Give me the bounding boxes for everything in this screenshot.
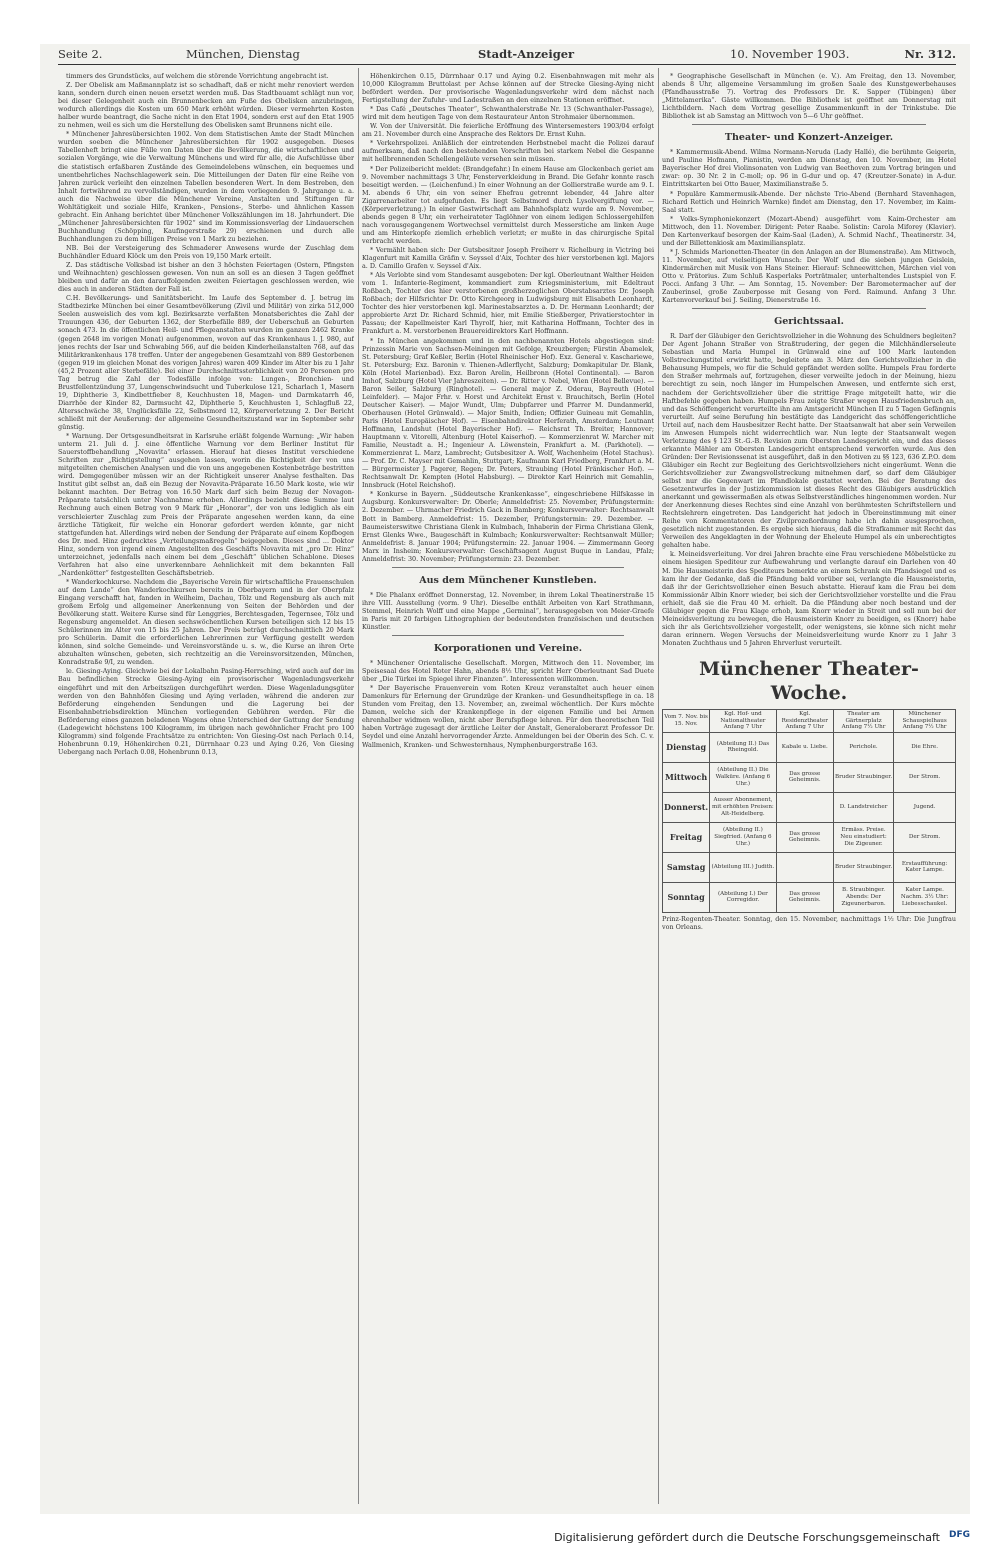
article-cafe: * Das Café „Deutsches Theater“, Schwanthalerstraße Nr. 13 (Schwanthaler-Passage), wird mit dem heutigen Tage von dem Restaurateur Anton Strohmaier übernommen. xyxy=(362,105,654,122)
section-divider xyxy=(692,124,926,125)
day-cell: Freitag xyxy=(663,822,710,852)
column-rule xyxy=(658,68,659,1504)
article-marionetten: * J. Schmids Marionetten-Theater (in den Anlagen an der Blumenstraße). Am Mittwoch, 11. November, auf vielseitigen Wunsch: Der Wolf und die sieben jungen Geislein, Kindermärchen mit Musik von Hans Steiner. Hierauf: Schneewittchen, Märchen viel von Otto v. Prätorius. Zum Schluß Kasperlaks Porträtmaler, unterhaltendes Lustspiel von F. Pocci. Anfang 3 Uhr. — Am Sonntag, 15. November: Der Barometermacher auf der Zauberinsel, große Zauberposse mit Gesang von Ferd. Raimund. Anfang 3 Uhr. Kartenvorverkauf bei J. Seiling, Dienerstraße 16. xyxy=(662,247,956,305)
gaertner-cell: B. Straubinger. Abends: Der Zigeunerbaron. xyxy=(833,882,893,912)
article-warnung: * Warnung. Der Ortsgesundheitsrat in Karlsruhe erläßt folgende Warnung: „Wir haben unterm 21. Juli d. J. eine öffentliche Warnung vor dem Berliner Institut für Sauerstoffbehandlung „Novavita“ erlassen. Hierauf hat dieses Institut verschiedene Schriften zur „Richtigstellung“ ausgehen lassen, worin die Richtigkeit der von uns mitgeteilten chemischen Analysen und die von uns angegebenen Kostenbeträge bestritten wird. Demgegenüber müssen wir an der Richtigkeit unserer Analyse festhalten. Das Institut gibt selbst an, daß ein Bezug der Novavita-Präparate 16.50 Mark koste, wie wir bekannt machten. Der Betrag von 16.50 Mark darf sich beim Bezug der Novagon-Präparate tatsächlich unter Nachnahme erhoben. Allerdings bezieht diese Summe laut Rechnung auch einen Betrag von 9 Mark für „Honorar“, der von uns lediglich als ein verschleierter Zuschlag zum Preis der Präparate angesehen werden kann, da eine ärztliche Tätigkeit, für welche ein Honorar gefordert werden könnte, gar nicht stattgefunden hat. Allerdings wird neben der Sendung der Präparate auf einem Kopfbogen des Dr. med. Hinz gedrucktes „Verteilungsmaßregeln“ beigegeben. Dieses sind ... Doktor Hinz, sondern von irgend einem Angestellten des Geschäfts Novavita mit „pro Dr. Hinz“ unterzeichnet, jedenfalls nach einem bei dem „Geschäft“ üblichen Schablone. Dieses Verfahren hat also eine unverkennbare Aehnlichkeit mit dem bekannten Fall „Nardenkötter“ festgestellten Geschäftsbetrieb. xyxy=(58,432,354,577)
article-geographische-gesellschaft: * Geographische Gesellschaft in München (e. V.). Am Freitag, den 13. November, abends 8 Uhr, allgemeine Versammlung im großen Saale des Kunstgewerbehauses (Pfandhausstraße 7). Vortrag des Professors Dr. K. Sapper (Tübingen) über „Mittelamerika“. Gäste willkommen. Die Bibliothek ist geöffnet am Donnerstag mit Lichtbildern. Nach dem Vortrag gesellige Zusammenkunft in der Trinkstube. Die Bibliothek ist ab Samstag an Mittwoch von 5—6 Uhr geöffnet. xyxy=(662,72,956,121)
header-period: Vom 7. Nov. bis 15. Nov. xyxy=(663,710,710,733)
hof-cell: (Abteilung III.) Judith. xyxy=(710,852,776,882)
column-2 xyxy=(362,72,654,1504)
day-cell: Sonntag xyxy=(663,882,710,912)
schau-cell: Erstaufführung: Kater Lampe. xyxy=(894,852,956,882)
article-verkehrspolizei: * Verkehrspolizei. Anläßlich der eintretenden Herbstnebel macht die Polizei darauf aufmerksam, daß nach den bestehenden Vorschriften bei starkem Nebel die Gespanne mit hellbrennenden Schellengeläute versehen sein müssen. xyxy=(362,139,654,164)
column-3 xyxy=(662,72,956,1504)
residenz-cell: Das grosse Geheimnis. xyxy=(776,822,833,852)
hof-cell: (Abteilung II.) Die Walküre. (Anfang 6 Uhr.) xyxy=(710,762,776,792)
hof-cell: (Abteilung I.) Der Corregidor. xyxy=(710,882,776,912)
table-row xyxy=(663,822,956,852)
table-row xyxy=(663,882,956,912)
table-row xyxy=(663,792,956,822)
column-1 xyxy=(58,72,354,1504)
header-gaertnerplatz: Theater am Gärtnerplatz Anfang 7½ Uhr xyxy=(833,710,893,733)
header-residenz: Kgl. Residenztheater Anfang 7 Uhr xyxy=(776,710,833,733)
issue-date: 10. November 1903. xyxy=(730,47,850,61)
day-cell: Mittwoch xyxy=(663,762,710,792)
section-heading-korporationen: Korporationen und Vereine. xyxy=(433,643,583,655)
article-glaeubiger: R. Darf der Gläubiger den Gerichtsvollzieher in die Wohnung des Schuldners begleiten? Der Agent Johann Straßer von Straßtrudering, der gegen die Milchhändlerseleute Sebastian und Maria Humpel in Grünwald eine auf 100 Mark lautenden Vollstreckungstitel erwirkt hatte, begleitete am 3. März den Gerichtsvollzieher in die Behausung Humpels, wo für die Schuld gepfändet werden sollte. Humpels Frau forderte den Straßer mehrmals auf, fortzugehen, dieser verweilte jedoch in der Meinung, hiezu berechtigt zu sein, noch länger im Humpelschen Anwesen, und entfernte sich erst, nachdem der Gerichtsvollzieher über die strittige Frage mitgeteilt hatte, wir die Haftbefehle gegeben haben. Humpels Frau zeigte Straßer wegen Hausfriedensbruch an, und das Schöffengericht verurteilte ihn am Amtsgericht München II zu 5 Tagen Gefängnis verurteilt. Auf seine Berufung hin bestätigte das Landgericht das schöffengerichtliche Urteil auf, nach dem Hausbesitzer Recht hatte. Der Staatsanwalt hat aber sein Verweilen im Anwesen Humpels nicht widerrechtlich war. Nun legte der Staatsanwalt wegen Verletzung des § 123 St.-G.-B. Revision zum Obersten Landesgericht ein, und das dieses erkannte Mähler am Obersten Landesgericht entsprechend verworfen wurde. Aus den Gründen: Der Revisionssenat ist ausgeführt, daß in den Motiven zu §§ 123, 636 Z.P.O. dem Gläubiger ein Recht zur Begleitung des Gerichtsvollziehers nicht eingeräumt. Wenn die Gerichtsvollzieher zur Zwangsvollstreckung mitnehmen darf, so darf dem Gläubiger selbst nur die Gegenwart im Pfandlokale gestattet werden. Bei der Beratung des Gesetzentwurfes in der Justizkommission ist dieses Recht des Gläubigers ausdrücklich anerkannt und gewissermaßen als etwas Selbstverständliches hingenommen worden. Nur der Anerkennung dieses Rechtes sind eine Anzahl von berühmtesten Schriftstellern und Rechtslehrern eingetreten. Das Landgericht hat jedoch in Übereinstimmung mit einer Reihe von Kommentatoren der Zivilprozeßordnung habe ich dahin ausgesprochen, gesetzlich nicht zugestanden. Es ergebe sich hieraus, daß die Strafkammer mit Recht das Verweilen des Angeklagten in der Wohnung der Eheleute Humpel als ein unberechtigtes gehalten habe. xyxy=(662,332,956,550)
footer-text: Digitalisierung gefördert durch die Deutsche Forschungsgemeinschaft xyxy=(554,1531,940,1544)
article-polizeibericht: * Der Polizeibericht meldet: (Brandgefahr.) In einem Hause am Glockenbach geriet am 9. November nachmittags 3 Uhr, Fensterverkleidung in Brand. Die Gefahr konnte rasch beseitigt werden. — (Leichenfund.) In einer Wohnung an der Gollierstraße wurde am 9. I. M. abends 6 Uhr, ein von seiner Ehefrau getrennt lebender, 44 Jahre alter Zigarrenarbeiter tot aufgefunden. Es liegt Selbstmord durch Lysolvergiftung vor. — (Körperverletzung.) In einer Gastwirtschaft am Bahnhofsplatz wurde am 9. November, abends gegen 8 Uhr, ein verheirateter Taglöhner von einem ledigen Schlossergehilfen nach vorausgegangenem Wortwechsel vermittelst durch Messerstiche am linken Auge und am Hinterkopfe ziemlich erheblich verletzt; er mußte in das chirurgische Spital verbracht werden. xyxy=(362,164,654,245)
section-heading-theater: Theater- und Konzert-Anzeiger. xyxy=(724,132,894,144)
gaertner-cell: Bruder Straubinger. xyxy=(833,852,893,882)
theater-week-title: Münchener Theater-Woche. xyxy=(699,658,919,704)
section-divider xyxy=(392,635,624,636)
table-header-row xyxy=(663,710,956,733)
residenz-cell: Kabale u. Liebe. xyxy=(776,732,833,762)
gaertner-cell: Perichole. xyxy=(833,732,893,762)
gaertner-cell: Ermäss. Preise. Neu einstudiert: Die Zigeuner. xyxy=(833,822,893,852)
header-schauspielhaus: Münchener Schauspielhaus Anfang 7½ Uhr xyxy=(894,710,956,733)
residenz-cell: Das grosse Geheimnis. xyxy=(776,762,833,792)
schau-cell: Der Strom. xyxy=(894,822,956,852)
gaertner-cell: Bruder Straubinger. xyxy=(833,762,893,792)
newspaper-page xyxy=(40,44,970,1514)
section-divider xyxy=(692,308,926,309)
newspaper-title: Stadt-Anzeiger xyxy=(478,47,575,61)
article-frauenverein: * Der Bayerische Frauenverein vom Roten Kreuz veranstaltet auch heuer einen Damenkurs für Erlernung der Grundzüge der Kranken- und Gesundheitspflege in ca. 18 Stunden vom Freitag, den 13. November, an, zweimal wöchentlich. Der Kurs möchte Damen, welche sich der Krankenpflege in der eigenen Familie und bei Armen ehrenhalber widmen wollen, nicht aber Berufspflege lehren. Für den theoretischen Teil haben Vorträge zugesagt der ärztliche Leiter der Anstalt, Generaloberarzt Professor Dr. Seydel und eine Anzahl hervorragender Ärzte. Anmeldungen bei der Oberin des Sch. C. v. Wallmenich, Kranken- und Schwesternhaus, Nymphenburgerstraße 163. xyxy=(362,684,654,749)
table-row xyxy=(663,732,956,762)
schau-cell: Jugend. xyxy=(894,792,956,822)
article-phalanx: * Die Phalanx eröffnet Donnerstag, 12. November, in ihrem Lokal Theatinerstraße 15 ihre VIII. Ausstellung (vorm. 9 Uhr). Dieselbe enthält Arbeiten von Karl Strathmann, Stemmel, Heinrich Wolff und eine Mappe „Germinal“, herausgegeben von Meier-Graefe in Paris mit 20 farbigen Lithographien der bedeutendsten französischen und deutschen Künstler. xyxy=(362,590,654,631)
article-bevoelkerung: C.H. Bevölkerungs- und Sanitätsbericht. Im Laufe des September d. J. betrug im Stadtbezirke München bei einer Gesamtbevölkerung (Zivil und Militär) von zirka 512,000 Seelen ausweislich des vom kgl. Bezirksarzte verfaßten Monatsberichtes die Zahl der Trauungen 436, der Geburten 1362, der Sterbefälle 889, der Ueberschuß an Geburten sonach 473. In die öffentlichen Heil- und Pflegeanstalten wurden im ganzen 2462 Kranke (gegen 2648 im vorigen Monat) aufgenommen, wovon auf das Krankenhaus l. J. 980, auf jenes rechts der Isar und Schwabing 566, auf die beiden Kinderheilanstalten 768, auf das Militärkrankenhaus 178 treffen. Unter der angegebenen Gesamtzahl von 889 Gestorbenen (gegen 919 im gleichen Monat des vorigen Jahres) waren 409 Kinder im Alter bis zu 1 Jahr (45,2 Prozent aller Sterbefälle). Bei einer Durchschnittssterblichkeit von 20 Personen pro Tag betrug die Zahl der Todesfälle infolge von: Lungen-, Bronchien- und Brustfellentzündung 37, Lungenschwindsucht und Tuberkulose 121, Scharlach 1, Masern 19, Diphtherie 3, Kindbettfieber 8, Keuchhusten 18, Magen- und Darmkatarrh 46, Diarrhöe der Kinder 82, Darmsucht 42, Diphtherie 5, Keuchhusten 1, Schlagfluß 22, Altersschwäche 38, Unglücksfälle 22, Selbstmord 12, Körperverletzung 2. Der Bericht schließt mit der Aeußerung: der allgemeine Gesundheitszustand war im September sehr günstig. xyxy=(58,294,354,432)
article-vermaehlt: * Vermählt haben sich: Der Gutsbesitzer Joseph Freiherr v. Richelburg in Victring bei Klagenfurt mit Kamilla Gräfin v. Seyssel d'Aix, Tochter des hier verstorbenen kgl. Majors a. D. Camillo Grafen v. Seyssel d'Aix. xyxy=(362,245,654,271)
issue-number: Nr. 312. xyxy=(904,47,956,61)
section-heading-gerichtssaal: Gerichtssaal. xyxy=(774,316,844,328)
article-orientalische-gesellschaft: * Münchener Orientalische Gesellschaft. Morgen, Mittwoch den 11. November, im Speisesaal des Hotel Roter Hahn, abends 8½ Uhr, spricht Herr Oberleutnant Sad Duete über „Die Türkei im Spiegel ihrer Finanzen“. Interessenten willkommen. xyxy=(362,659,654,684)
article-paragraph: Höhenkirchen 0.15, Dürrnhaar 0.17 und Aying 0.2. Eisenbahnwagen mit mehr als 10,000 Kilogramm Bruttolast per Achse können auf der Strecke Giesing-Aying nicht befördert werden. Der provisorische Wagenladungsverkehr wird dem nächst nach Fertigstellung der Zufuhr- und Ladestraßen an den einzelnen Stationen eröffnet. xyxy=(362,72,654,105)
article-universitaet: W. Von der Universität. Die feierliche Eröffnung des Wintersemesters 1903/04 erfolgt am 21. November durch eine Ansprache des Rektors Dr. Ernst Kuhn. xyxy=(362,122,654,139)
article-meineidsverleitung: k. Meineidsverleitung. Vor drei Jahren brachte eine Frau verschiedene Möbelstücke zu einem hiesigen Spediteur zur Aufbewahrung und verlangte darauf ein Darlehen von 40 M. Die Hausmeisterin des Spediteurs bemerkte an einem Schrank ein Pfandsiegel und es kam ihr der Gedanke, daß die Pfändung bald vorüber sei, verlangte die Hausmeisterin, daß ihr der Gerichtsvollzieher einen Besuch abstatte. Hierauf kam die Frau bei dem Kommissionär Albin Knorr wieder, bei sich der Gerichtsvollzieher vorstellte und die Frau erhielt, daß sie die Frau 40 M. erhielt. Da die Pfändung aber noch bestand und der Gläubiger gegen die Frau Klage erhob, kam Knorr wieder in Streit und soll nun bei der Meineidsverleitung zu bewegen, die Hausmeisterin Knorr zu beeidigen, es (Knorr) habe sich ihr als Gerichtsvollzieher vorgestellt, oder wenigstens, sie könne sich nicht mehr daran erinnern. Wegen Versuchs der Meineidsverleitung wurde Knorr zu 1 Jahr 3 Monaten Zuchthaus und 5 Jahren Ehrverlust verurteilt. xyxy=(662,550,956,647)
prinz-regenten-note: Prinz-Regenten-Theater. Sonntag, den 15. November, nachmittags 1½ Uhr: Die Jungfrau von Orleans. xyxy=(662,914,956,931)
article-volksbad: Z. Das städtische Volksbad ist bisher an den 3 höchsten Feiertagen (Ostern, Pfingsten und Weihnachten) geschlossen gewesen. Von nun an soll es an diesen 3 Tagen geöffnet bleiben und dafür an den darauffolgenden zweiten Feiertagen geschlossen werden, wie dies auch in anderen Städten der Fall ist. xyxy=(58,261,354,294)
header-hof: Kgl. Hof- und Nationaltheater Anfang 7 Uhr xyxy=(710,710,776,733)
article-obelisk: Z. Der Obelisk am Maßmannplatz ist so schadhaft, daß er nicht mehr renoviert werden kann, sondern durch einen neuen ersetzt werden muß. Das Stadtbauamt schlägt nun vor, bei dieser Gelegenheit auch ein Brunnenbecken am Fuße des Obelisken anzubringen, wodurch allerdings die Kosten um 650 Mark erhöht würden. Dieser vermehrten Kosten halber wurde beantragt, die Sache nicht in den Etat 1904, sondern erst auf den Etat 1905 zu nehmen, weil es sich um die Herstellung des Obelisken samt Brunnens nicht eile. xyxy=(58,81,354,130)
day-cell: Donnerst. xyxy=(663,792,710,822)
article-verlobte: * Als Verlobte sind vom Standesamt ausgeboten: Der kgl. Oberleutnant Walther Heiden vom 1. Infanterie-Regiment, kommandiert zum Kriegsministerium, mit Edeltraut Roßbach, Tochter des hier verstorbenen großherzoglichen Oberstabsarztes Dr. Joseph Roßbach; der Hilfsrichter Dr. Otto Kirchgeorg in Ludwigsburg mit Elisabeth Leonhardt, Tochter des hier verstorbenen kgl. Marinestabsarztes a. D. Dr. Hermann Leonhardt; der approbierte Arzt Dr. Richard Schmid, hier, mit Emilie Stießberger, Privatierstochter in Passau; der Kapellmeister Karl Thyrolf, hier, mit Katharina Hoffmann, Tochter des in Frankfurt a. M. verstorbenen Brauereidirektors Karl Hoffmann. xyxy=(362,271,654,336)
schau-cell: Die Ehre. xyxy=(894,732,956,762)
residenz-cell xyxy=(776,852,833,882)
gaertner-cell: D. Landstreicher xyxy=(833,792,893,822)
article-wanderkochkurse: * Wanderkochkurse. Nachdem die „Bayerische Verein für wirtschaftliche Frauenschulen auf dem Lande“ den Wanderkochkursen bereits in Oberbayern und in der Oberpfalz Eingang verschafft hat, fanden in Weilheim, Dachau, Tölz und Regensburg als auch mit großem Erfolg und allgemeiner Anerkennung von Seiten der Behörden und der Bevölkerung statt. Weitere Kurse sind für Lenggries, Berchtesgaden, Tegernsee, Tölz und Regensburg angemeldet. An diesen sechswöchentlichen Kursen beteiligen sich 12 bis 15 Schülerinnen im Alter von 15 bis 25 Jahren. Der Preis beträgt durchschnittlich 20 Mark pro Schülerin. Damit die erforderlichen Lehrerinnen zur Verfügung gestellt werden können, sind solche Gemeinde- und Vereinsvorstände u. s. w., die Kurse an ihren Orte abzuhalten wünschen, gebeten, sich rechtzeitig an die Vereinsvorsitzenden, München, Konradstraße 9/I, zu wenden. xyxy=(58,577,354,667)
dfg-logo-icon: DFG xyxy=(948,1530,970,1540)
digitization-footer xyxy=(40,1528,970,1548)
residenz-cell xyxy=(776,792,833,822)
article-giesing-aying: le. Giesing-Aying. Gleichwie bei der Lokalbahn Pasing-Herrsching, wird auch auf der im Bau befindlichen Strecke Giesing-Aying ein provisorischer Wagenladungsverkehr eingeführt und mit den Arbeitszügen durchgeführt werden. Diese Wagenladungsgüter werden von den Bahnhöfen Giesing und Aying verladen, während die anderen zur Beförderung eingehenden Sendungen und die Lagerung bei der Eisenbahnbetriebsdirektion München vorliegenden Gebühren werden. Für die Beförderung eines ganzen beladenen Wagens ohne Unterschied der Gattung der Sendung (Ladegewicht höchstens 100 Kilogramm, im übrigen nach gewöhnlicher Fracht pro 100 Kilogramm) sind folgende Frachtsätze zu entrichten: Von Giesing-Ost nach Perlach 0.14, Hohenbrunn 0.19, Höhenkirchen 0.21, Dürrnhaar 0.23 und Aying 0.26, Von Giesing Uebergang nach Perlach 0.08, Hohenbrunn 0.13, xyxy=(58,667,354,756)
schau-cell: Kater Lampe. Nachm. 3½ Uhr: Liebesschaukel. xyxy=(894,882,956,912)
hof-cell: Ausser Abonnement, mit erhöhten Preisen: Alt-Heidelberg. xyxy=(710,792,776,822)
section-divider xyxy=(392,567,624,568)
theater-week-table xyxy=(662,709,956,913)
column-rule xyxy=(358,68,359,1504)
article-angekommen: * In München angekommen und in den nachbenannten Hotels abgestiegen sind: Prinzessin Marie von Sachsen-Meiningen mit Gefolge, Kreuzbergen; Fürstin Abamelek, St. Petersburg; Graf Keßler, Berlin (Hotel Rheinischer Hof). Exz. General v. Kaschariewe, St. Petersburg; Exz. Baronin v. Thienen-Adlerflycht, Salzburg; Domkapitular Dr. Blank, Köln (Hotel Marienbad). Exz. Baron Arelin, Heilbronn (Hotel Continental). — Baron Imhof, Salzburg (Hotel Vier Jahreszeiten). — Dr. Ritter v. Nebel, Wien (Hotel Bellevue). — Baron Seiler, Salzburg (Ringhotel). — General major Z. Oderau, Bayreuth (Hotel Leinfelder). — Major Frhr. v. Horst und Architekt Ernst v. Brauchitsch, Berlin (Hotel Deutscher Kaiser). — Major Wundt, Ulm; Dubpfarrer und Pfarrer M. Dundanmerkl, Oberhausen (Hotel Grünwald). — Major Smith, Indien; Offizier Guineau mit Gemahlin, Paris (Hotel Europäischer Hof). — Eisenbahndirektor Herferath, Amsterdam; Leutnant Hoffmann, Landshut (Hotel Bayerischer Hof). — Reichsrat Th. Breiter, Hannover; Hauptmann v. Vitorelli, Altenburg (Hotel Kaiserhof). — Kommerzienrat W. Marcher mit Familie, Neustadt a. H.; Ingenieur A. Löwenstein, Frankfurt a. M. (Parkhotel). — Kommerzienrat L. Marz, Lambrecht; Gutsbesitzer A. Wolf, Wachenheim (Hotel Stachus). — Prof. Dr. C. Mayser mit Gemahlin, Stuttgart; Kaufmann Karl Friedberg, Frankfurt a. M. — Bürgermeister J. Pagerer, Regen; Dr. Peters, Straubing (Hotel Fränkischer Hof). — Rechtsanwalt Dr. Kempten (Hotel Habsburg). — Direktor Karl Heinrich mit Gemahlin, Innsbruck (Hotel Reichshof). xyxy=(362,336,654,490)
article-populaere-kammermusik: * Populäre Kammermusik-Abende. Der nächste Trio-Abend (Bernhard Stavenhagen, Richard Rettich und Heinrich Warnke) findet am Dienstag, den 17. November, im Kaim-Saal statt. xyxy=(662,189,956,214)
article-konkurse: * Konkurse in Bayern. „Süddeutsche Krankenkasse“, eingeschriebene Hilfskasse in Augsburg. Konkursverwalter: Dr. Oberle; Anmeldefrist: 25. November, Prüfungstermin: 2. Dezember. — Uhrmacher Friedrich Gack in Bamberg; Konkursverwalter: Rechtsanwalt Bott in Bamberg. Anmeldefrist: 15. Dezember, Prüfungstermin: 29. Dezember. — Baumeisterswitwe Christiana Glenk in Kulmbach, Inhaberin der Firma Christiana Glenk, Ernst Glenks Wwe., Baugeschäft in Kulmbach; Konkursverwalter: Rechtsanwalt Müller; Anmeldefrist: 8. Januar 1904; Prüfungstermin: 22. Januar 1904. — Zimmermann Georg Marx in Insheim; Konkursverwalter: Geschäftsagent August Buque in Landau, Pfalz; Anmeldefrist: 30. November; Prüfungstermin: 23. Dezember. xyxy=(362,490,654,563)
table-row xyxy=(663,762,956,792)
page-number: Seite 2. xyxy=(58,47,103,61)
hof-cell: (Abteilung II.) Siegfried. (Anfang 6 Uhr.) xyxy=(710,822,776,852)
article-paragraph: timmers des Grundstücks, auf welchem die störende Vorrichtung angebracht ist. xyxy=(66,72,329,80)
schau-cell: Der Strom. xyxy=(894,762,956,792)
article-volks-symphoniekonzert: * Volks-Symphoniekonzert (Mozart-Abend) ausgeführt vom Kaim-Orchester am Mittwoch, den 11. November. Dirigent: Peter Raabe. Solistin: Carola Miforey (Klavier). Den Kartenverkauf besorgen der Kaim-Saal (Laden), A. Schmid Nachf., Theatinerstr. 34, und der Billettenkiosk am Maximiliansplatz. xyxy=(662,214,956,247)
day-cell: Samstag xyxy=(663,852,710,882)
article-kammermusik: * Kammermusik-Abend. Wilma Normann-Neruda (Lady Hallé), die berühmte Geigerin, und Pauline Hofmann, Pianistin, werden am Dienstag, den 10. November, im Hotel Bayerischer Hof drei Violinsonaten von Ludwig van Beethoven zum Vortrag bringen und zwar: op. 30 Nr. 2 in C-moll; op. 96 in G-dur und op. 47 (Kreutzer-Sonate) in A-dur. Eintrittskarten bei Otto Bauer, Maximilianstraße 5. xyxy=(662,148,956,189)
place-date: München, Dienstag xyxy=(186,47,300,61)
residenz-cell: Das grosse Geheimnis. xyxy=(776,882,833,912)
hof-cell: (Abteilung II.) Das Rheingold. xyxy=(710,732,776,762)
table-row xyxy=(663,852,956,882)
section-heading-kunstleben: Aus dem Münchener Kunstleben. xyxy=(419,574,597,586)
page-header xyxy=(58,44,956,65)
day-cell: Dienstag xyxy=(663,732,710,762)
article-versteigerung: NB. Bei der Versteigerung des Schmaderer Anwesens wurde der Zuschlag dem Buchhändler Eduard Klöck um den Preis von 19,150 Mark erteilt. xyxy=(58,243,354,261)
article-jahresuebersichten: * Münchener Jahresübersichten 1902. Von dem Statistischen Amte der Stadt München wurden soeben die Münchener Jahresübersichten für 1902 ausgegeben. Dieses Tabellenheft bringt eine Fülle von Daten über die Bevölkerung, die wirtschaftlichen und sozialen Vorgänge, wie die Verwaltung Münchens und wird für alle, die Aufschlüsse über die statistisch erfaßbaren Zustände des Gemeindelebens wünschen, ein bequemes und unentbehrliches Nachschlagewerk sein. Die Mitteilungen der Daten für eine Reihe von Jahren zurück verleiht den einzelnen Tabellen besonderen Wert. In dem Bestreben, den Inhalt fortwährend zu vervollständigen, wurden in dem vorliegenden 9. Jahrgange u. a. auch die Nachweise über die Münchener Vereine, Anstalten und Stiftungen für Wohltätigkeit und soziale Hilfe, Kranken-, Pensions-, Sterbe- und ähnlichen Kassen gebracht. Ein Anhang berichtet über Münchener Volkszählungen im 18. Jahrhundert. Die „Münchener Jahresübersichten für 1902“ sind im Kommissionsverlag der Lindauerschen Buchhandlung (Schöpping, Kaufingerstraße 29) erschienen und durch alle Buchhandlungen zu dem billigen Preise von 1 Mark zu beziehen. xyxy=(58,130,354,243)
